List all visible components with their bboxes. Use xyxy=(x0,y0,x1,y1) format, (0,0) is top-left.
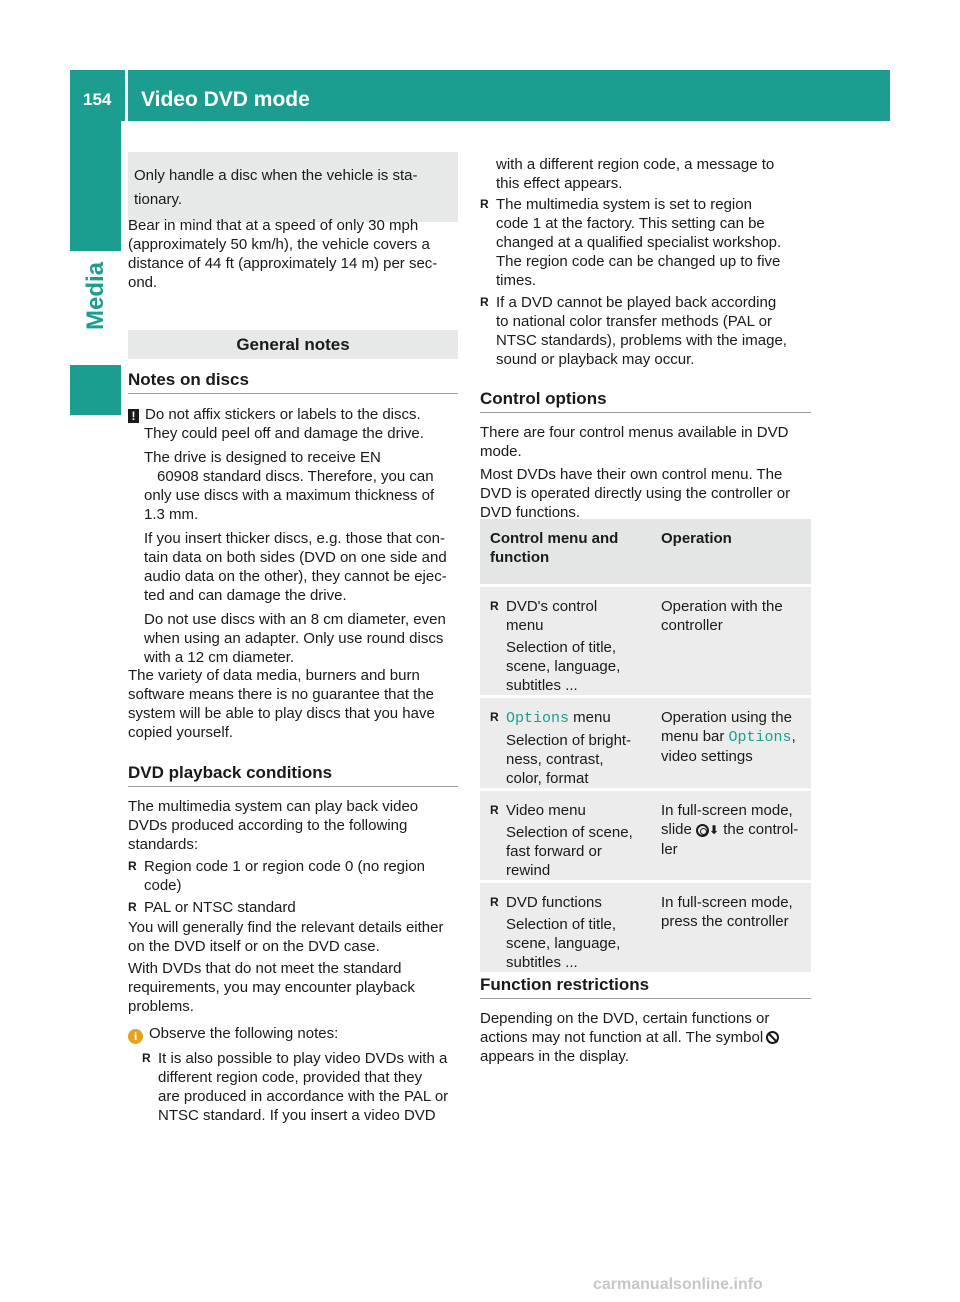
watermark: carmanualsonline.info xyxy=(593,1276,763,1293)
text-line: Bear in mind that at a speed of only 30 mph xyxy=(128,217,419,234)
text-line: tain data on both sides (DVD on one side and xyxy=(144,549,447,566)
text-line: Selection of scene, xyxy=(506,824,633,841)
options-menu-label: Options xyxy=(506,710,570,727)
heading-dvd-playback-conditions: DVD playback conditions xyxy=(128,763,333,782)
header-separator xyxy=(125,70,128,121)
text-line: appears in the display. xyxy=(480,1048,629,1065)
note-line: tionary. xyxy=(134,191,183,208)
list-item xyxy=(480,293,816,369)
info-icon: i xyxy=(128,1029,143,1044)
text-line: NTSC standards), problems with the image, xyxy=(496,332,787,349)
table-row xyxy=(480,883,811,972)
text-line: NTSC standard. If you insert a video DVD xyxy=(158,1107,436,1124)
text-line: 60908 standard discs. Therefore, you can xyxy=(157,468,434,485)
text-line: subtitles ... xyxy=(506,677,578,694)
text-line: ted and can damage the drive. xyxy=(144,587,347,604)
bear-in-mind-paragraph xyxy=(128,216,463,292)
text-line: controller xyxy=(661,617,723,634)
control-options-body xyxy=(480,423,816,522)
text-line: DVDs produced according to the following xyxy=(128,817,408,834)
table-row xyxy=(480,587,811,695)
text-line: system will be able to play discs that you have xyxy=(128,705,435,722)
text-line: Operation xyxy=(661,530,732,547)
arrow-down-icon: ⬇ xyxy=(709,823,720,837)
text-line: slide xyxy=(661,821,697,838)
list-item xyxy=(490,893,643,972)
side-label: Media xyxy=(82,261,109,330)
table-row xyxy=(480,791,811,880)
prohibited-icon xyxy=(766,1031,779,1044)
playback-conditions-body xyxy=(128,797,463,1125)
text-line: problems. xyxy=(128,998,194,1015)
text-line: R Region code 1 or region code 0 (no region xyxy=(144,858,426,875)
text-line: If you insert thicker discs, e.g. those that con- xyxy=(144,530,445,547)
text-line: times. xyxy=(496,272,537,289)
list-item xyxy=(490,708,643,788)
list-item xyxy=(142,1049,463,1125)
heading-rule xyxy=(480,998,811,999)
table-header-cell xyxy=(480,519,651,584)
table-cell xyxy=(651,883,811,972)
table-cell xyxy=(651,587,811,695)
text-line: DVD functions. xyxy=(480,504,581,521)
section-heading-box xyxy=(128,330,458,359)
text-line: subtitles ... xyxy=(506,954,578,971)
text-line: scene, language, xyxy=(506,658,621,675)
table-cell xyxy=(651,698,811,788)
text-line: R The multimedia system is set to region xyxy=(496,196,752,213)
side-tab xyxy=(70,121,121,251)
text-line: press the controller xyxy=(661,913,789,930)
heading-rule xyxy=(480,412,811,413)
note-box xyxy=(128,152,458,222)
text-line: ness, contrast, xyxy=(506,751,604,768)
text-line: code 1 at the factory. This setting can be xyxy=(496,215,765,232)
text-line: R DVD's control xyxy=(506,598,598,615)
table-cell xyxy=(651,791,811,880)
text-line: You will generally find the relevant details either xyxy=(128,919,444,936)
text-line: The drive is designed to receive EN xyxy=(144,449,381,466)
list-item xyxy=(480,195,816,290)
heading-function-restrictions: Function restrictions xyxy=(480,975,650,994)
text-line: scene, language, xyxy=(506,935,621,952)
text-line: Do not affix stickers or labels to the discs. xyxy=(145,406,421,423)
text-line: code) xyxy=(144,877,182,894)
text-line: R PAL or NTSC standard xyxy=(144,899,296,916)
text-line: video settings xyxy=(661,748,753,765)
text-line: to national color transfer methods (PAL or xyxy=(496,313,772,330)
text-line: copied yourself. xyxy=(128,724,234,741)
note-line: Only handle a disc when the vehicle is sta- xyxy=(134,167,418,184)
text-line: are produced in accordance with the PAL or xyxy=(158,1088,449,1105)
text-line: menu bar xyxy=(661,728,729,745)
table-header-row xyxy=(480,519,811,584)
text-line: (approximately 50 km/h), the vehicle covers a xyxy=(128,236,430,253)
text-line: Most DVDs have their own control menu. The xyxy=(480,466,783,483)
text-line: function xyxy=(490,549,550,566)
heading-rule xyxy=(128,393,458,394)
text-line: Selection of title, xyxy=(506,639,617,656)
text-line: , xyxy=(791,728,796,745)
text-line: different region code, provided that they xyxy=(158,1069,423,1086)
text-line: only use discs with a maximum thickness of xyxy=(144,487,435,504)
controller-slide-down-icon xyxy=(696,824,709,837)
text-line: on the DVD itself or on the DVD case. xyxy=(128,938,380,955)
text-line: actions may not function at all. The symbol xyxy=(480,1029,764,1046)
text-line: when using an adapter. Only use round discs xyxy=(144,630,444,647)
text-line: Do not use discs with an 8 cm diameter, even xyxy=(144,611,446,628)
text-line: With DVDs that do not meet the standard xyxy=(128,960,402,977)
text-line: Operation using the xyxy=(661,709,792,726)
table-cell xyxy=(480,698,651,788)
side-square xyxy=(70,365,121,415)
text-line: R Video menu xyxy=(506,802,586,819)
text-line: Observe the following notes: xyxy=(149,1025,339,1042)
text-line: There are four control menus available in DVD xyxy=(480,424,789,441)
text-line: In full-screen mode, xyxy=(661,894,793,911)
text-line: mode. xyxy=(480,443,522,460)
text-line: In full-screen mode, xyxy=(661,802,793,819)
text-line: rewind xyxy=(506,862,551,879)
text-line: The multimedia system can play back video xyxy=(128,798,419,815)
exclamation-icon: ! xyxy=(128,409,139,423)
variety-paragraph xyxy=(128,666,463,742)
table-cell xyxy=(480,791,651,880)
text-line: They could peel off and damage the drive. xyxy=(144,425,424,442)
table-cell xyxy=(480,883,651,972)
text-line: ond. xyxy=(128,274,158,291)
text-line: R If a DVD cannot be played back according xyxy=(496,294,777,311)
text-line: Depending on the DVD, certain functions or xyxy=(480,1010,770,1027)
text-line: the control- xyxy=(719,821,799,838)
list-item xyxy=(128,898,463,917)
heading-notes-on-discs: Notes on discs xyxy=(128,370,249,389)
page-number: 154 xyxy=(83,90,112,109)
text-line: changed at a qualified specialist workshop. xyxy=(496,234,782,251)
text-line: with a 12 cm diameter. xyxy=(144,649,295,666)
text-line: requirements, you may encounter playback xyxy=(128,979,415,996)
table-cell xyxy=(480,587,651,695)
options-menu-label: Options xyxy=(728,729,792,746)
text-line: standards: xyxy=(128,836,199,853)
text-line: color, format xyxy=(506,770,589,787)
heading-control-options: Control options xyxy=(480,389,607,408)
list-item xyxy=(490,597,643,695)
page-title: Video DVD mode xyxy=(141,88,310,111)
text-line: Selection of bright- xyxy=(506,732,632,749)
continued-paragraph xyxy=(496,155,816,193)
text-line: R DVD functions xyxy=(506,894,602,911)
text-line: menu xyxy=(506,617,544,634)
section-heading: General notes xyxy=(236,335,350,354)
text-line: The variety of data media, burners and burn xyxy=(128,667,420,684)
text-line: distance of 44 ft (approximately 14 m) per sec- xyxy=(128,255,438,272)
text-line: audio data on the other), they cannot be ejec- xyxy=(144,568,447,585)
text-line: Control menu and xyxy=(490,530,619,547)
list-item xyxy=(490,801,643,880)
text-line: with a different region code, a message to xyxy=(496,156,775,173)
text-line: Operation with the xyxy=(661,598,783,615)
text-line: this effect appears. xyxy=(496,175,623,192)
right-bullets xyxy=(480,195,816,369)
text-line: DVD is operated directly using the controller or xyxy=(480,485,791,502)
warning-block xyxy=(128,405,463,667)
text-line: The region code can be changed up to five xyxy=(496,253,781,270)
text-line: software means there is no guarantee that the xyxy=(128,686,435,703)
control-menu-table xyxy=(480,519,811,972)
restrictions-paragraph xyxy=(480,1009,816,1066)
heading-rule xyxy=(128,786,458,787)
text-line: ler xyxy=(661,841,678,858)
list-item xyxy=(128,857,463,895)
text-line: R It is also possible to play video DVDs with a xyxy=(158,1050,448,1067)
table-header-cell xyxy=(651,519,811,584)
text-line: fast forward or xyxy=(506,843,602,860)
text-line: sound or playback may occur. xyxy=(496,351,695,368)
text-line: menu xyxy=(569,709,611,726)
table-row xyxy=(480,698,811,788)
text-line: 1.3 mm. xyxy=(144,506,199,523)
text-line: Selection of title, xyxy=(506,916,617,933)
